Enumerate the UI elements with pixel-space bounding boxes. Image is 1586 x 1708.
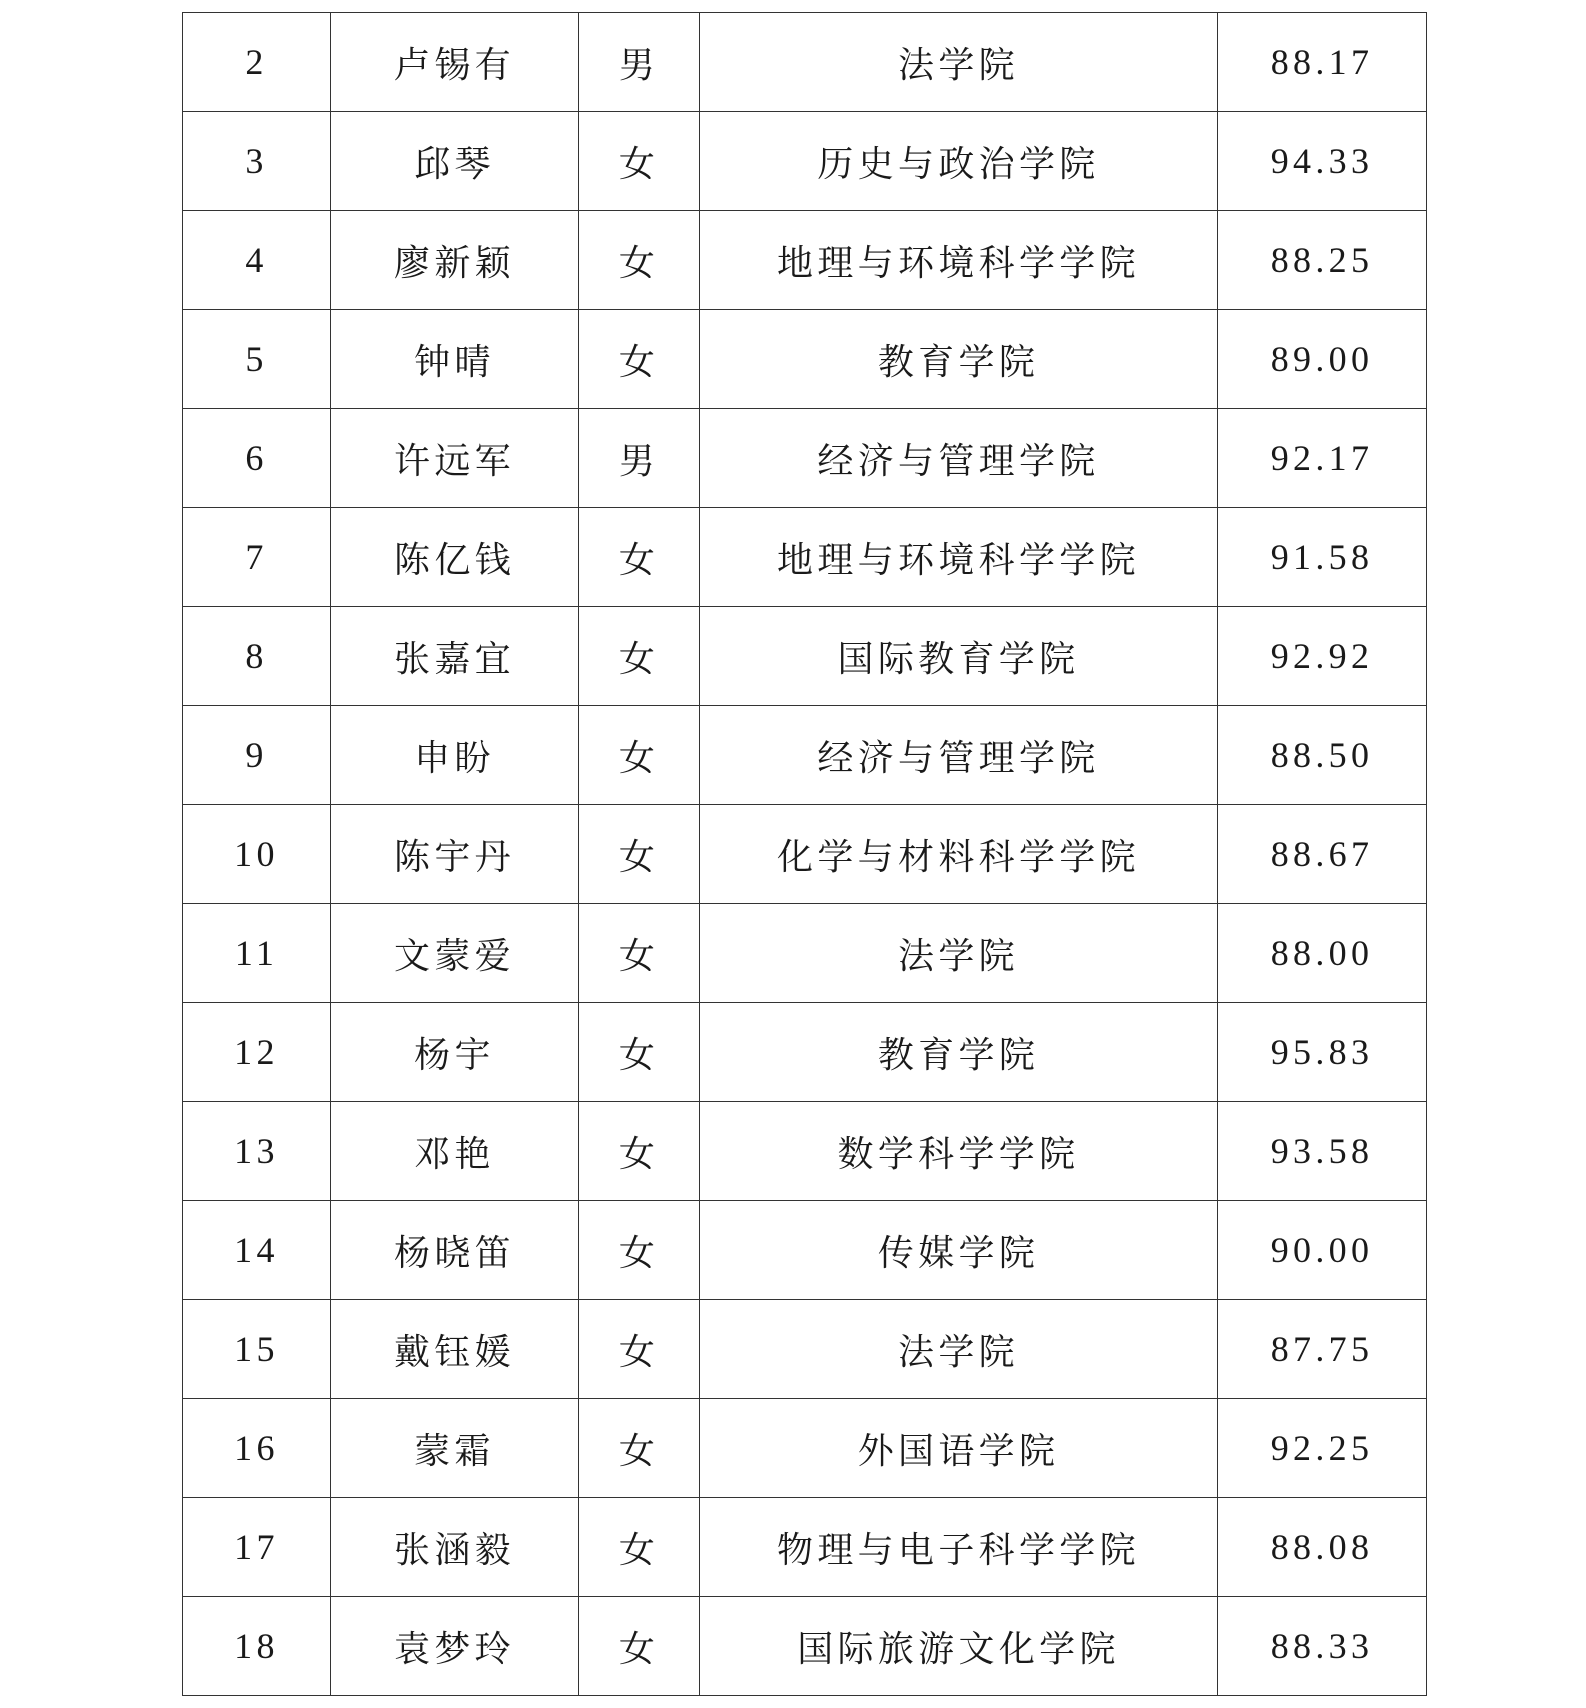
college-cell: 经济与管理学院 (700, 409, 1218, 508)
gender-cell: 女 (579, 508, 700, 607)
score-cell: 87.75 (1218, 1300, 1427, 1399)
table-row (183, 409, 1427, 508)
college-cell: 教育学院 (700, 310, 1218, 409)
student-name-cell: 蒙霜 (331, 1399, 579, 1498)
college-cell: 数学科学学院 (700, 1102, 1218, 1201)
row-number-cell: 3 (183, 112, 331, 211)
gender-cell: 男 (579, 409, 700, 508)
college-cell: 化学与材料科学学院 (700, 805, 1218, 904)
score-cell: 88.25 (1218, 211, 1427, 310)
college-cell: 物理与电子科学学院 (700, 1498, 1218, 1597)
student-name-cell: 许远军 (331, 409, 579, 508)
score-cell: 92.17 (1218, 409, 1427, 508)
score-cell: 88.50 (1218, 706, 1427, 805)
row-number-cell: 2 (183, 13, 331, 112)
college-cell: 国际教育学院 (700, 607, 1218, 706)
gender-cell: 女 (579, 1597, 700, 1696)
row-number-cell: 11 (183, 904, 331, 1003)
student-name-cell: 杨宇 (331, 1003, 579, 1102)
row-number-cell: 6 (183, 409, 331, 508)
college-cell: 国际旅游文化学院 (700, 1597, 1218, 1696)
table-row (183, 1498, 1427, 1597)
score-cell: 88.00 (1218, 904, 1427, 1003)
student-score-table (182, 12, 1427, 1696)
gender-cell: 女 (579, 607, 700, 706)
college-cell: 历史与政治学院 (700, 112, 1218, 211)
table-row (183, 607, 1427, 706)
college-cell: 法学院 (700, 1300, 1218, 1399)
student-name-cell: 戴钰媛 (331, 1300, 579, 1399)
college-cell: 法学院 (700, 904, 1218, 1003)
row-number-cell: 16 (183, 1399, 331, 1498)
table-row (183, 805, 1427, 904)
college-cell: 地理与环境科学学院 (700, 211, 1218, 310)
student-name-cell: 陈亿钱 (331, 508, 579, 607)
table-row (183, 1300, 1427, 1399)
gender-cell: 女 (579, 1102, 700, 1201)
student-name-cell: 张嘉宜 (331, 607, 579, 706)
college-cell: 经济与管理学院 (700, 706, 1218, 805)
table-row (183, 508, 1427, 607)
student-name-cell: 卢锡有 (331, 13, 579, 112)
score-cell: 90.00 (1218, 1201, 1427, 1300)
college-cell: 法学院 (700, 13, 1218, 112)
student-name-cell: 袁梦玲 (331, 1597, 579, 1696)
table-row (183, 1003, 1427, 1102)
table-row (183, 310, 1427, 409)
gender-cell: 女 (579, 1300, 700, 1399)
row-number-cell: 7 (183, 508, 331, 607)
gender-cell: 女 (579, 1201, 700, 1300)
table-row (183, 112, 1427, 211)
college-cell: 教育学院 (700, 1003, 1218, 1102)
table-row (183, 1201, 1427, 1300)
student-name-cell: 廖新颖 (331, 211, 579, 310)
score-cell: 88.67 (1218, 805, 1427, 904)
table-row (183, 13, 1427, 112)
student-name-cell: 杨晓笛 (331, 1201, 579, 1300)
gender-cell: 女 (579, 904, 700, 1003)
score-cell: 93.58 (1218, 1102, 1427, 1201)
college-cell: 传媒学院 (700, 1201, 1218, 1300)
gender-cell: 男 (579, 13, 700, 112)
score-cell: 94.33 (1218, 112, 1427, 211)
gender-cell: 女 (579, 112, 700, 211)
college-cell: 外国语学院 (700, 1399, 1218, 1498)
gender-cell: 女 (579, 211, 700, 310)
student-name-cell: 钟晴 (331, 310, 579, 409)
college-cell: 地理与环境科学学院 (700, 508, 1218, 607)
score-cell: 88.33 (1218, 1597, 1427, 1696)
row-number-cell: 18 (183, 1597, 331, 1696)
row-number-cell: 9 (183, 706, 331, 805)
gender-cell: 女 (579, 805, 700, 904)
student-name-cell: 陈宇丹 (331, 805, 579, 904)
table-row (183, 1399, 1427, 1498)
table-row (183, 1597, 1427, 1696)
student-name-cell: 邱琴 (331, 112, 579, 211)
score-cell: 88.08 (1218, 1498, 1427, 1597)
table-row (183, 904, 1427, 1003)
row-number-cell: 14 (183, 1201, 331, 1300)
table-row (183, 1102, 1427, 1201)
row-number-cell: 10 (183, 805, 331, 904)
gender-cell: 女 (579, 310, 700, 409)
gender-cell: 女 (579, 1399, 700, 1498)
row-number-cell: 17 (183, 1498, 331, 1597)
student-name-cell: 文蒙爱 (331, 904, 579, 1003)
gender-cell: 女 (579, 706, 700, 805)
student-name-cell: 邓艳 (331, 1102, 579, 1201)
score-cell: 92.25 (1218, 1399, 1427, 1498)
table-row (183, 706, 1427, 805)
score-cell: 92.92 (1218, 607, 1427, 706)
row-number-cell: 8 (183, 607, 331, 706)
row-number-cell: 12 (183, 1003, 331, 1102)
gender-cell: 女 (579, 1003, 700, 1102)
table-row (183, 211, 1427, 310)
row-number-cell: 4 (183, 211, 331, 310)
student-name-cell: 张涵毅 (331, 1498, 579, 1597)
score-cell: 88.17 (1218, 13, 1427, 112)
row-number-cell: 15 (183, 1300, 331, 1399)
score-cell: 95.83 (1218, 1003, 1427, 1102)
gender-cell: 女 (579, 1498, 700, 1597)
score-cell: 89.00 (1218, 310, 1427, 409)
row-number-cell: 13 (183, 1102, 331, 1201)
table-body (183, 13, 1427, 1696)
score-cell: 91.58 (1218, 508, 1427, 607)
student-name-cell: 申盼 (331, 706, 579, 805)
row-number-cell: 5 (183, 310, 331, 409)
